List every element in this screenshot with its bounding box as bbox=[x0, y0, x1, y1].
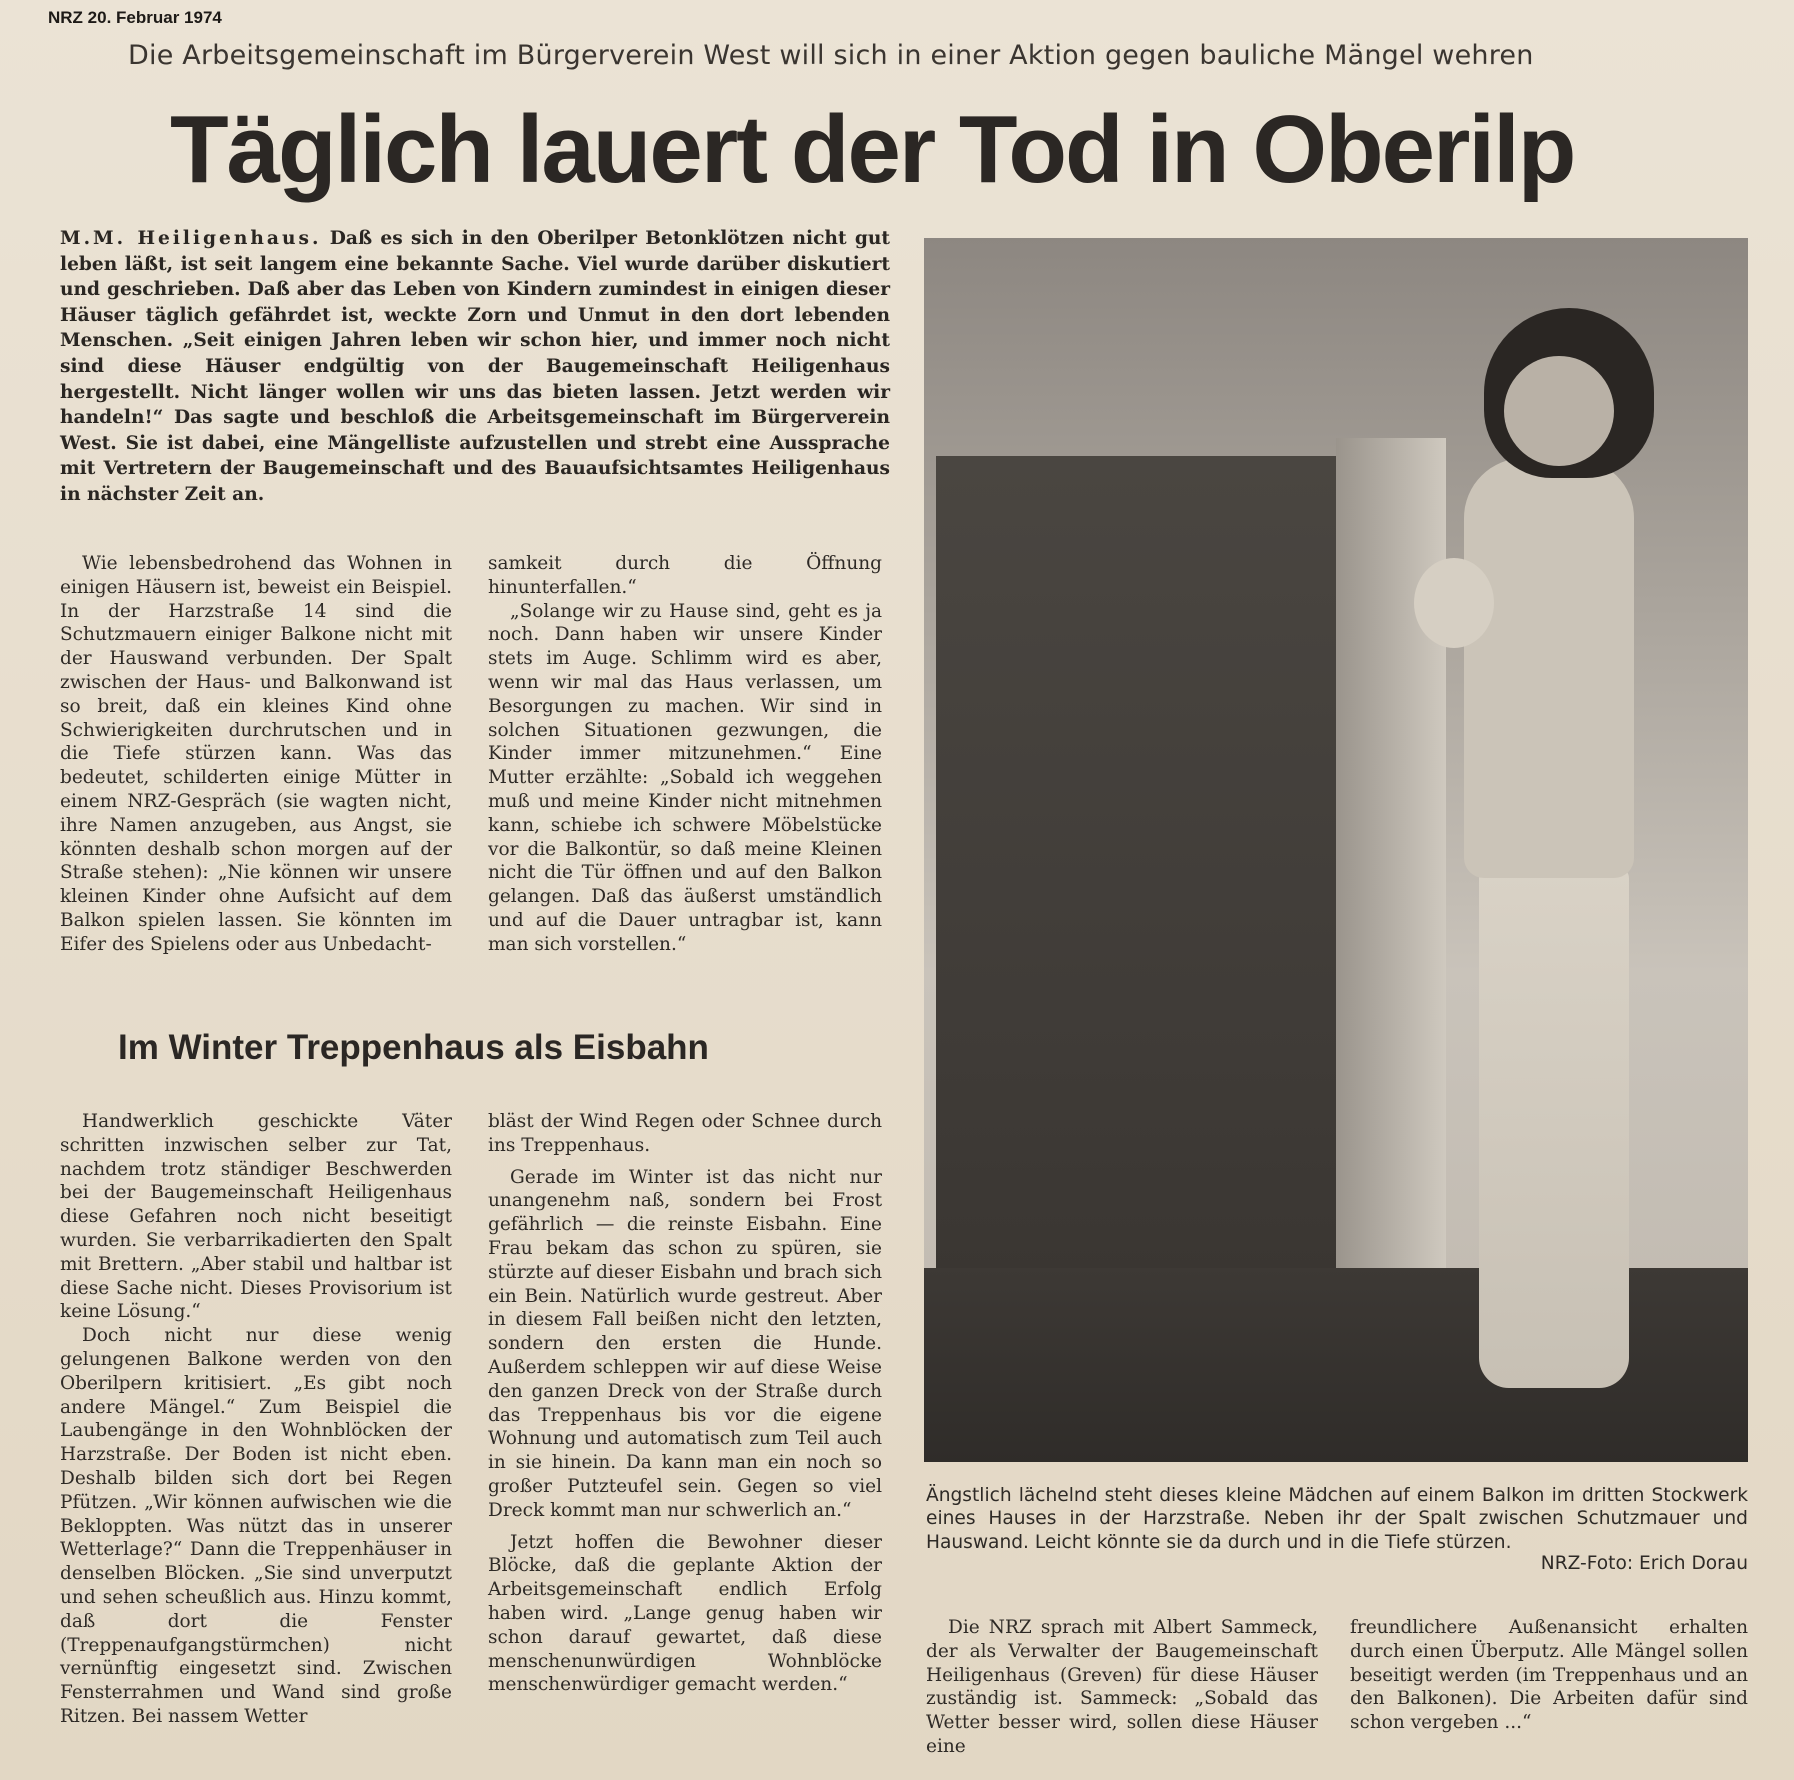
paragraph: „Solange wir zu Hause sind, geht es ja noch. Dann haben wir unsere Kinder stets im Auge. Schlimm wird es aber, wenn wir mal das Haus verlassen, um Besorgungen zu machen. Wir sind in solchen Situationen gezwungen, die Kinder immer mitzunehmen.“ Eine Mutter erzählte: „Sobald ich weggehen muß und meine Kinder nicht mitnehmen kann, schiebe ich schwere Möbelstücke vor die Balkontür, so daß meine Kleinen nicht die Tür öffnen und auf den Balkon gelangen. Daß das äußerst umständlich und auf die Dauer untragbar ist, kann man sich vorstellen.“ bbox=[488, 600, 882, 955]
paragraph: Gerade im Winter ist das nicht nur unangenehm naß, sondern bei Frost gefährlich — die reinste Eisbahn. Eine Frau bekam das schon zu spüren, sie stürzte auf dieser Eisbahn und brach sich ein Bein. Natürlich wurde gestreut. Aber in diesem Fall beißen nicht den letzten, sondern den ersten die Hunde. Außerdem schleppen wir auf diese Weise den ganzen Dreck von der Straße durch das Treppenhaus bis vor die eigene Wohnung und automatisch zum Teil auch in sie hinein. Da kann man ein noch so großer Putzteufel sein. Gegen so viel Dreck kommt man nur schwerlich an.“ bbox=[488, 1166, 882, 1521]
headline: Täglich lauert der Tod in Oberilp bbox=[170, 96, 1575, 203]
lead-paragraph bbox=[60, 226, 890, 508]
photo-credit: NRZ-Foto: Erich Dorau bbox=[1540, 1553, 1748, 1574]
photo-girl-legs bbox=[1479, 868, 1629, 1388]
dateline: M.M. Heiligenhaus. bbox=[60, 228, 322, 249]
paragraph: samkeit durch die Öffnung hinunterfallen.“ bbox=[488, 553, 882, 598]
kicker-line: Die Arbeitsgemeinschaft im Bürgerverein West will sich in einer Aktion gegen bauliche Mängel wehren bbox=[128, 40, 1534, 71]
paragraph: Handwerklich geschickte Väter schritten inzwischen selber zur Tat, nachdem trotz ständiger Beschwerden bei der Baugemeinschaft Heiligenhaus diese Gefahren noch nicht beseitigt wurden. Sie verbarrikadierten den Spalt mit Brettern. „Aber stabil und haltbar ist diese Sache nicht. Dieses Provisorium ist keine Lösung.“ bbox=[60, 1111, 452, 1323]
photo-girl-face bbox=[1504, 356, 1614, 466]
paragraph: Wie lebensbedrohend das Wohnen in einigen Häusern ist, beweist ein Beispiel. In der Harzstraße 14 sind die Schutzmauern einiger Balkone nicht mit der Hauswand verbunden. Der Spalt zwischen der Haus- und Balkonwand ist so breit, daß ein kleines Kind ohne Schwierigkeiten durchrutschen und in die Tiefe stürzen kann. Was das bedeutet, schilderten einige Mütter in einem NRZ-Gespräch (sie wagten nicht, ihre Namen anzugeben, aus Angst, sie könnten deshalb schon morgen auf der Straße stehen): „Nie können wir unsere kleinen Kinder ohne Aufsicht auf dem Balkon spielen lassen. Sie könnten im Eifer des Spielens oder aus Unbedacht- bbox=[60, 553, 452, 955]
section1-column-2 bbox=[488, 552, 882, 957]
photo-doll bbox=[1414, 558, 1494, 648]
subheadline: Im Winter Treppenhaus als Eisbahn bbox=[118, 1028, 709, 1067]
photo bbox=[924, 238, 1748, 1462]
section2-column-4 bbox=[1350, 1616, 1748, 1735]
paragraph: bläst der Wind Regen oder Schnee durch ins Treppenhaus. bbox=[488, 1111, 882, 1156]
section2-column-2 bbox=[488, 1110, 882, 1697]
paragraph: Doch nicht nur diese wenig gelungenen Balkone werden von den Oberilpern kritisiert. „Es gibt noch andere Mängel.“ Zum Beispiel die Laubengänge in den Wohnblöcken der Harzstraße. Der Boden ist nicht eben. Deshalb bilden sich dort bei Regen Pfützen. „Wir können aufwischen wie die Bekloppten. Was nützt das in unserer Wetterlage?“ Dann die Treppenhäuser in denselben Blöcken. „Sie sind unverputzt und sehen scheußlich aus. Hinzu kommt, daß dort die Fenster (Treppenaufgangstürmchen) nicht vernünftig eingesetzt sind. Zwischen Fensterrahmen und Wand sind große Ritzen. Bei nassem Wetter bbox=[60, 1325, 452, 1727]
lead-text: Daß es sich in den Oberilper Betonklötzen nicht gut leben läßt, ist seit langem eine bekannte Sache. Viel wurde darüber diskutiert und geschrieben. Daß aber das Leben von Kindern zumindest in einigen dieser Häuser täglich gefährdet ist, weckte Zorn und Unmut in den dort lebenden Menschen. „Seit einigen Jahren leben wir schon hier, und immer noch nicht sind diese Häuser endgültig von der Baugemeinschaft Heiligenhaus hergestellt. Nicht länger wollen wir uns das bieten lassen. Jetzt werden wir handeln!“ Das sagte und beschloß die Arbeitsgemeinschaft im Bürgerverein West. Sie ist dabei, eine Mängelliste aufzustellen und strebt eine Aussprache mit Vertretern der Baugemeinschaft und des Bauaufsichtsamtes Heiligenhaus in nächster Zeit an. bbox=[60, 228, 890, 505]
photo-girl-body bbox=[1464, 458, 1634, 878]
source-line: NRZ 20. Februar 1974 bbox=[48, 8, 222, 27]
paragraph: Die NRZ sprach mit Albert Sammeck, der als Verwalter der Baugemeinschaft Heiligenhaus (Greven) für diese Häuser zuständig ist. Sammeck: „Sobald das Wetter besser wird, sollen diese Häuser eine bbox=[926, 1617, 1318, 1757]
section2-column-3 bbox=[926, 1616, 1318, 1759]
paragraph: freundlichere Außenansicht erhalten durch einen Überputz. Alle Mängel sollen beseitigt werden (im Treppenhaus und an den Balkonen). Die Arbeiten dafür sind schon vergeben ...“ bbox=[1350, 1617, 1748, 1734]
photo-caption: Ängstlich lächelnd steht dieses kleine Mädchen auf einem Balkon im dritten Stockwerk eines Hauses in der Harzstraße. Neben ihr der Spalt zwischen Schutzmauer und Hauswand. Leicht könnte sie da durch und in die Tiefe stürzen. bbox=[926, 1485, 1748, 1553]
paragraph: Jetzt hoffen die Bewohner dieser Blöcke, daß die geplante Aktion der Arbeitsgemeinschaft endlich Erfolg haben wird. „Lange genug haben wir schon darauf gewartet, daß diese menschenunwürdigen Wohnblöcke menschenwürdiger gemacht werden.“ bbox=[488, 1531, 882, 1696]
section2-column-1 bbox=[60, 1110, 452, 1729]
section1-column-1 bbox=[60, 552, 452, 957]
